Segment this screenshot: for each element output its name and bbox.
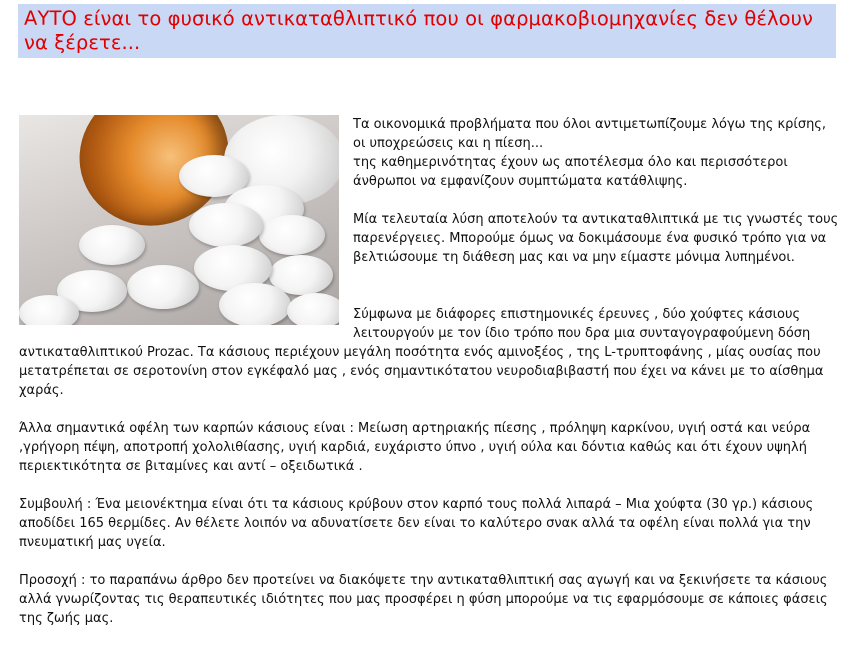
pill-graphic <box>287 293 339 325</box>
paragraph-text: Άλλα σημαντικά οφέλη των καρπών κάσιους είναι : Μείωση αρτηριακής πίεσης , πρόληψη καρκίνου, υγιή οστά και νεύρα ,γρήγορη πέψη, αποτροπή χολολιθίασης, υγιή καρδιά, ευχάριστο ύπνο , υγιή ούλα και δόντια καθώς και ότι έχουν υψηλή περιεκτικότητα σε βιταμίνες και αντί – οξειδωτικά . <box>19 421 811 474</box>
intro-line: της καθημερινότητας έχουν ως αποτέλεσμα όλο και περισσότεροι άνθρωποι να εμφανίζουν συμπτώματα κατάθλιψης. <box>353 155 788 189</box>
pill-graphic <box>259 215 325 255</box>
paragraph-text: Προσοχή : το παραπάνω άρθρο δεν προτείνει να διακόψετε την αντικαταθλιπτική σας αγωγή και να ξεκινήσετε τα κάσιους αλλά γνωρίζοντας τις θεραπευτικές ιδιότητες που μας προσφέρει η φύση μπορούμε να τις εφαρμόσουμε σε κάποιες φάσεις της ζωής μας. <box>19 573 828 626</box>
pill-graphic <box>189 203 263 247</box>
title-banner <box>18 4 836 58</box>
paragraph-text: Μία τελευταία λύση αποτελούν τα αντικαταθλιπτικά με τις γνωστές τους παρενέργειες. Μπορούμε όμως να δοκιμάσουμε ένα φυσικό τρόπο για να βελτιώσουμε τη διάθεση μας και να μην είμαστε μόνιμα λυπημένοι. <box>353 212 839 265</box>
paragraph-advice <box>19 495 839 552</box>
page-title: ΑΥΤΟ είναι το φυσικό αντικαταθλιπτικό που οι φαρμακοβιομηχανίες δεν θέλουν να ξέρετε... <box>24 7 814 54</box>
pill-graphic <box>79 225 145 265</box>
pill-graphic <box>19 295 79 325</box>
paragraph-text: Σύμφωνα με διάφορες επιστημονικές έρευνες , δύο χούφτες κάσιους λειτουργούν με τον ίδιο τρόπο που δρα μια συνταγογραφούμενη δόση αντικαταθλιπτικού Prozac. Τα κάσιους περιέχουν μεγάλη ποσότητα ενός αμινοξέος , της L-τρυπτοφάνης , μίας ουσίας που μετατρέπεται σε σεροτονίνη στον εγκέφαλό μας , ενός σημαντικότατου νευροδιαβιβαστή που έχει να κάνει με το αίσθημα χαράς. <box>19 307 824 398</box>
article-body <box>19 115 839 647</box>
intro-line: Τα οικονομικά προβλήματα που όλοι αντιμετωπίζουμε λόγω της κρίσης, οι υποχρεώσεις και η πίεση... <box>353 117 827 151</box>
paragraph-caution <box>19 571 839 628</box>
pill-graphic <box>219 283 291 325</box>
pills-photo <box>19 115 339 325</box>
paragraph-text: Συμβουλή : Ένα μειονέκτημα είναι ότι τα κάσιους κρύβουν στον καρπό τους πολλά λιπαρά – Μια χούφτα (30 γρ.) κάσιους αποδίδει 165 θερμίδες. Αν θέλετε λοιπόν να αδυνατίσετε δεν είναι το καλύτερο σνακ αλλά τα οφέλη είναι πολλά για την πνευματική μας υγεία. <box>19 497 814 550</box>
paragraph-benefits <box>19 419 839 476</box>
pill-graphic <box>127 265 199 309</box>
